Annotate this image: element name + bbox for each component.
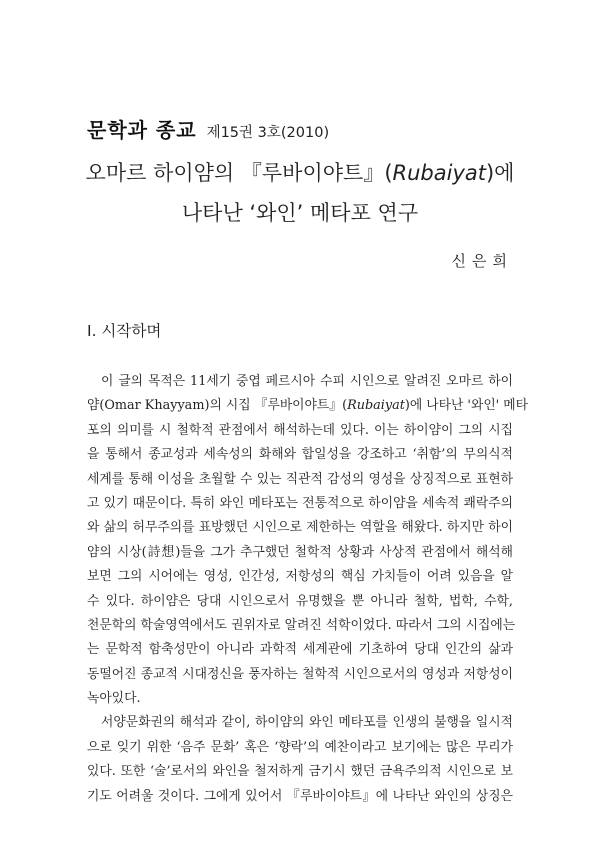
journal-issue: 제15권 3호(2010) [206,125,330,141]
text-line: 보면 그의 시어에는 영성, 인간성, 저항성의 핵심 가치들이 어려 있음을 알 [87,569,513,585]
text-line: 얌의 시상(詩想)들을 그가 추구했던 철학적 상황과 사상적 관점에서 해석해 [87,544,513,560]
text-line: 녹아있다. [87,691,141,707]
paper-title-line-2: 나타난 ‘와인’ 메타포 연구 [181,201,419,225]
text-line: 기도 어려울 것이다. 그에게 있어서 『루바이야트』에 나타난 와인의 상징은 [87,788,513,804]
text-segment: 얌(Omar Khayyam)의 시집 『루바이야트』( [87,398,348,414]
text-line: 서양문화권의 해석과 같이, 하이얌의 와인 메타포를 인생의 불행을 일시적 [101,715,513,731]
italic-text: Rubaiyat [347,398,405,414]
text-line: 세계를 통해 이성을 초월할 수 있는 직관적 감성의 영성을 상징적으로 표현하 [87,471,513,487]
text-line: 을 통해서 종교성과 세속성의 화해와 합일성을 강조하고 ‘취함’의 무의식적 [87,447,513,463]
text-line [87,394,528,418]
text-line: 포의 의미를 시 철학적 관점에서 해석하는데 있다. 이는 하이얌이 그의 시집 [87,422,513,438]
text-line: 고 있기 때문이다. 특히 와인 메타포는 전통적으로 하이얌을 세속적 쾌락주의 [87,495,513,511]
title-text: )에 [485,161,515,185]
text-line: 천문학의 학술영역에서도 권위자로 알려진 석학이었다. 따라서 그의 시집에는 [87,617,516,633]
journal-logo: 문학과 종교 [87,118,197,142]
text-line: 이 글의 목적은 11세기 중엽 페르시아 수피 시인으로 알려진 오마르 하이 [101,374,513,389]
body-text [87,370,528,809]
section-heading: I. 시작하며 [87,322,162,340]
text-line: 는 문학적 함축성만이 아니라 과학적 세계관에 기초하여 당대 인간의 삶과 [87,642,513,658]
text-line: 으로 잊기 위한 ‘음주 문화’ 혹은 ‘향락’의 예찬이라고 보기에는 많은 무리가 [87,739,513,755]
title-italic-text: Rubaiyat [392,161,486,185]
text-line: 수 있다. 하이얌은 당대 시인으로서 유명했을 뿐 아니라 철학, 법학, 수학, [87,593,513,609]
text-segment: )에 나타난 '와인' 메타 [404,398,528,414]
paper-title-line-1 [0,157,600,187]
text-line: 동떨어진 종교적 시대정신을 풍자하는 철학적 시인으로서의 영성과 저항성이 [87,666,513,682]
text-line: 있다. 또한 ‘술’로서의 와인을 철저하게 금기시 했던 금욕주의적 시인으로 보 [87,764,513,780]
journal-header [87,114,329,143]
author-name: 신은희 [451,252,513,270]
text-line: 와 삶의 허무주의를 표방했던 시인으로 제한하는 역할을 해왔다. 하지만 하이 [87,520,513,536]
title-text: 오마르 하이얌의 『루바이야트』( [85,161,393,185]
